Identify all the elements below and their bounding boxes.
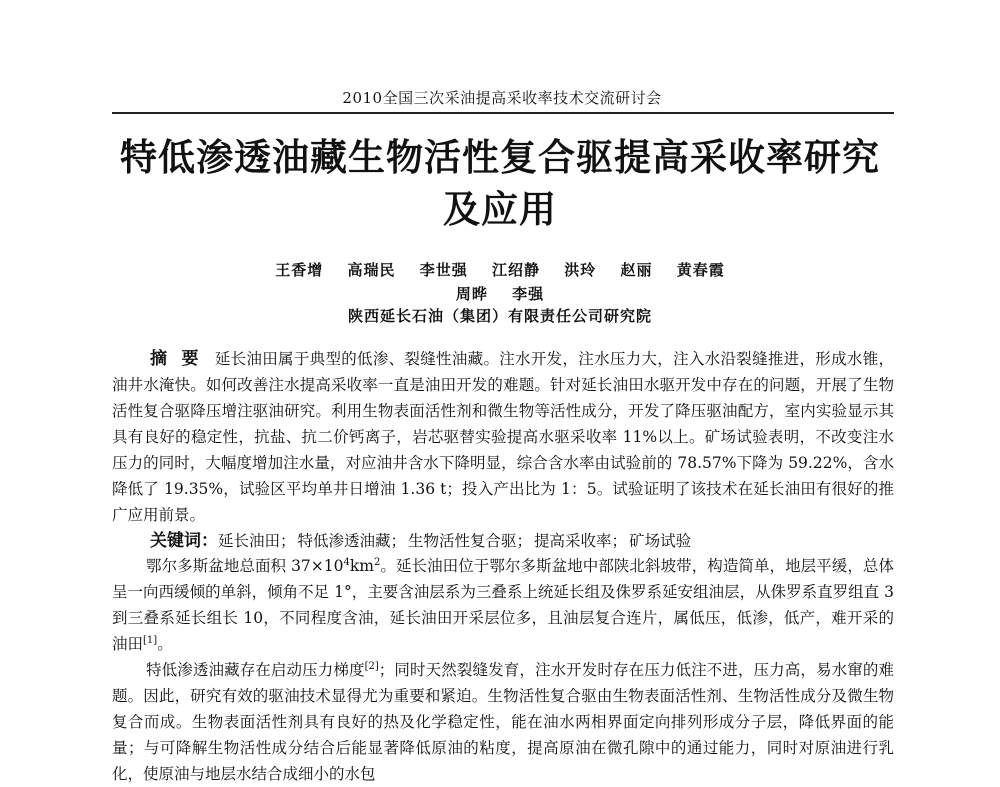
- author-name: 李强: [512, 285, 545, 303]
- abstract-text: 延长油田属于典型的低渗、裂缝性油藏。注水开发，注水压力大，注入水沿裂缝推进，形成水锥，油井水淹快。如何改善注水提高采收率一直是油田开发的难题。针对延长油田水驱开发中存在的问题，开展了生物活性复合驱降压增注驱油研究。利用生物表面活性剂和微生物等活性成分，开发了降压驱油配方，室内实验显示其具有良好的稳定性，抗盐、抗二价钙离子，岩芯驱替实验提高水驱采收率 11%以上。矿场试验表明，不改变注水压力的同时，大幅度增加注水量，对应油井含水下降明显，综合含水率由试验前的 78.57%下降为 59.22%，含水降低了 19.35%，试验区平均单井日增油 1.36 t；投入产出比为 1：5。试验证明了该技术在延长油田有很好的推广应用前景。: [112, 350, 894, 524]
- title-line-2: 及应用: [443, 188, 557, 231]
- header-rule: [112, 112, 894, 114]
- abstract: [112, 346, 894, 528]
- keyword: 生物活性复合驱；: [408, 532, 533, 550]
- p2-text: 特低渗透油藏存在启动压力梯度: [146, 661, 365, 679]
- author-name: 赵丽: [620, 261, 653, 279]
- author-name: 黄春霞: [676, 261, 725, 279]
- body-paragraph-2: [112, 657, 894, 787]
- author-name: 李世强: [419, 261, 468, 279]
- p1-unit: km: [349, 557, 374, 575]
- author-list: [100, 258, 900, 306]
- superscript: 4: [343, 556, 350, 568]
- keywords: [112, 528, 894, 554]
- p1-text: 。: [157, 635, 173, 653]
- affiliation: 陕西延长石油（集团）有限责任公司研究院: [347, 307, 652, 325]
- author-line-2: [100, 282, 900, 306]
- paper-title: [80, 132, 920, 236]
- keyword: 特低渗透油藏；: [297, 532, 407, 550]
- title-line-1: 特低渗透油藏生物活性复合驱提高采收率研究: [120, 136, 880, 179]
- body-paragraph-1: [112, 553, 894, 657]
- author-name: 江绍静: [491, 261, 540, 279]
- author-name: 周晔: [455, 285, 488, 303]
- keyword: 延长油田；: [218, 532, 296, 550]
- author-name: 洪玲: [564, 261, 597, 279]
- keyword: 矿场试验: [629, 532, 692, 550]
- p1-text: 。延长油田位于鄂尔多斯盆地中部陕北斜坡带，构造简单，地层平缓，总体呈一向西缓倾的单斜，倾角不足 1°，主要含油层系为三叠系上统延长组及侏罗系延安组油层，从侏罗系直罗组直 3 到三叠系延长组长 10，不同程度含油，延长油田开采层位多，且油层复合连片，属低压，低渗，低产，难开采的油田: [112, 557, 894, 653]
- author-name: 高瑞民: [347, 261, 396, 279]
- citation-ref: [2]: [364, 660, 379, 672]
- running-header: 2010全国三次采油提高采收率技术交流研讨会: [342, 89, 662, 107]
- keywords-label: 关键词：: [150, 531, 218, 551]
- author-name: 王香增: [275, 261, 324, 279]
- abstract-label: 摘 要: [150, 349, 203, 369]
- p2-text: ；同时天然裂缝发育，注水开发时存在压力低注不进，压力高，易水窜的难题。因此，研究有效的驱油技术显得尤为重要和紧迫。生物活性复合驱由生物表面活性剂、生物活性成分及微生物复合而成。生物表面活性剂具有良好的热及化学稳定性，能在油水两相界面定向排列形成分子层，降低界面的能量；与可降解生物活性成分结合后能显著降低原油的粘度，提高原油在微孔隙中的通过能力，同时对原油进行乳化，使原油与地层水结合成细小的水包: [112, 661, 894, 783]
- p1-text: 鄂尔多斯盆地总面积 37×10: [146, 557, 344, 575]
- citation-ref: [1]: [143, 634, 158, 646]
- keyword: 提高采收率；: [534, 532, 628, 550]
- author-line-1: [100, 258, 900, 282]
- superscript: 2: [373, 556, 381, 568]
